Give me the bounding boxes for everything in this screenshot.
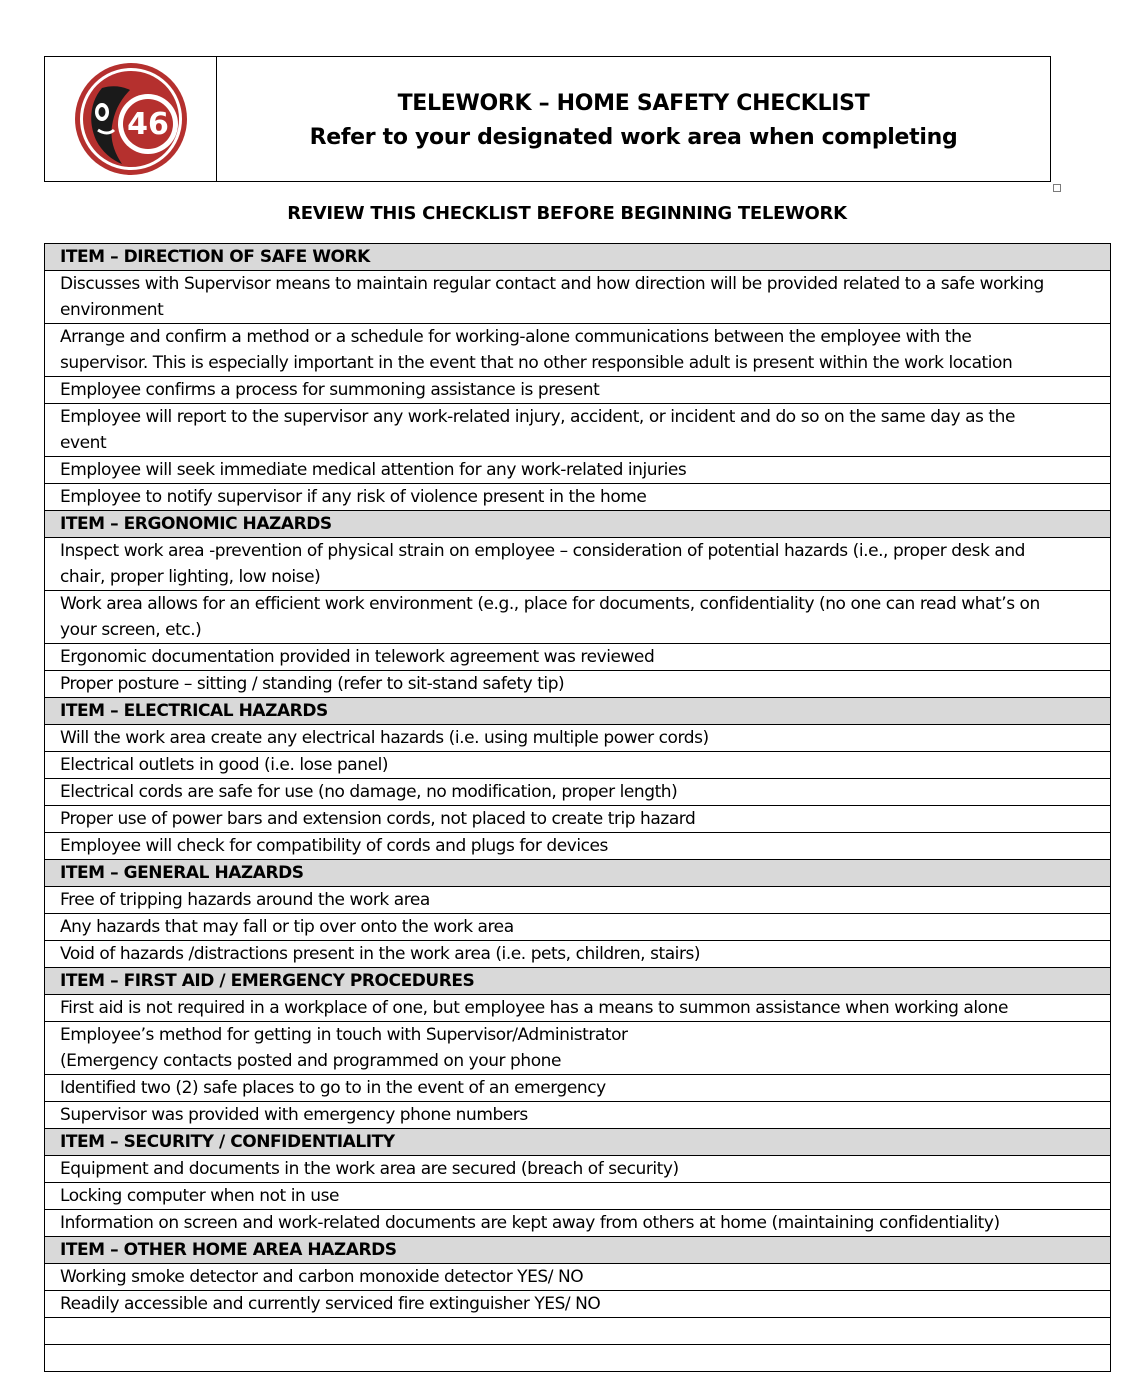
checklist-item-row bbox=[45, 941, 1111, 968]
table-resize-handle[interactable] bbox=[1053, 184, 1061, 192]
checklist-item[interactable] bbox=[45, 1075, 1111, 1102]
logo-cell bbox=[45, 57, 217, 181]
checklist-item-row bbox=[45, 538, 1111, 591]
checklist-item-text: Employee will report to the supervisor any work-related injury, accident, or incident and do so on the same day as the bbox=[60, 407, 1015, 427]
section-header-row bbox=[45, 1237, 1111, 1264]
checklist-item-text: Electrical outlets in good (i.e. lose panel) bbox=[60, 755, 389, 775]
section-header-row bbox=[45, 244, 1111, 271]
checklist-item-row bbox=[45, 271, 1111, 324]
checklist-item[interactable] bbox=[45, 941, 1111, 968]
checklist-item-text: Proper posture – sitting / standing (refer to sit-stand safety tip) bbox=[60, 674, 565, 694]
checklist-item[interactable] bbox=[45, 1183, 1111, 1210]
checklist-item-row bbox=[45, 1183, 1111, 1210]
checklist-item-text: Will the work area create any electrical hazards (i.e. using multiple power cords) bbox=[60, 728, 709, 748]
organization-logo bbox=[72, 60, 190, 178]
section-header-row bbox=[45, 698, 1111, 725]
checklist-item-row bbox=[45, 725, 1111, 752]
section-title: ITEM – ERGONOMIC HAZARDS bbox=[45, 511, 1111, 538]
checklist-item-text: your screen, etc.) bbox=[60, 620, 202, 640]
checklist-item[interactable] bbox=[45, 833, 1111, 860]
blank-row bbox=[45, 1345, 1111, 1372]
section-header-row bbox=[45, 860, 1111, 887]
checklist-item[interactable] bbox=[45, 377, 1111, 404]
checklist-item-text: Ergonomic documentation provided in telework agreement was reviewed bbox=[60, 647, 655, 667]
safety-checklist-table bbox=[44, 243, 1111, 1372]
section-header-row bbox=[45, 968, 1111, 995]
checklist-item[interactable] bbox=[45, 591, 1111, 644]
checklist-item-row bbox=[45, 377, 1111, 404]
checklist-item-text: Information on screen and work-related documents are kept away from others at home (maintaining confidentiality) bbox=[60, 1213, 1000, 1233]
checklist-item-text: Inspect work area -prevention of physical strain on employee – consideration of potential hazards (i.e., proper desk and bbox=[60, 541, 1025, 561]
checklist-item-text: Discusses with Supervisor means to maintain regular contact and how direction will be provided related to a safe working bbox=[60, 274, 1044, 294]
checklist-item[interactable] bbox=[45, 1102, 1111, 1129]
checklist-item[interactable] bbox=[45, 538, 1111, 591]
section-header-row bbox=[45, 511, 1111, 538]
document-subtitle: Refer to your designated work area when completing bbox=[309, 125, 958, 150]
checklist-item[interactable] bbox=[45, 484, 1111, 511]
checklist-item[interactable] bbox=[45, 752, 1111, 779]
checklist-item[interactable] bbox=[45, 1291, 1111, 1318]
checklist-item-text: Electrical cords are safe for use (no damage, no modification, proper length) bbox=[60, 782, 678, 802]
blank-row bbox=[45, 1318, 1111, 1345]
checklist-item-text: event bbox=[60, 433, 107, 453]
checklist-item[interactable] bbox=[45, 644, 1111, 671]
checklist-item-row bbox=[45, 995, 1111, 1022]
checklist-item-text: Employee will seek immediate medical attention for any work-related injuries bbox=[60, 460, 687, 480]
checklist-item-row bbox=[45, 457, 1111, 484]
checklist-item[interactable] bbox=[45, 887, 1111, 914]
checklist-item[interactable] bbox=[45, 914, 1111, 941]
checklist-item-row bbox=[45, 1156, 1111, 1183]
checklist-item-text: supervisor. This is especially important in the event that no other responsible adult is present within the work location bbox=[60, 353, 1013, 373]
checklist-item[interactable] bbox=[45, 1156, 1111, 1183]
checklist-item-row bbox=[45, 1022, 1111, 1075]
checklist-item[interactable] bbox=[45, 806, 1111, 833]
checklist-item-text: environment bbox=[60, 300, 164, 320]
checklist-item-text: Employee confirms a process for summoning assistance is present bbox=[60, 380, 600, 400]
section-title: ITEM – FIRST AID / EMERGENCY PROCEDURES bbox=[45, 968, 1111, 995]
checklist-item-row bbox=[45, 752, 1111, 779]
checklist-item-row bbox=[45, 779, 1111, 806]
section-title: ITEM – ELECTRICAL HAZARDS bbox=[45, 698, 1111, 725]
checklist-item[interactable] bbox=[45, 1210, 1111, 1237]
checklist-item-text: Working smoke detector and carbon monoxide detector YES/ NO bbox=[60, 1267, 584, 1287]
section-title: ITEM – SECURITY / CONFIDENTIALITY bbox=[45, 1129, 1111, 1156]
section-title: ITEM – GENERAL HAZARDS bbox=[45, 860, 1111, 887]
blank-cell[interactable] bbox=[45, 1318, 1111, 1345]
checklist-item-row bbox=[45, 1210, 1111, 1237]
checklist-item[interactable] bbox=[45, 995, 1111, 1022]
checklist-item-row bbox=[45, 1075, 1111, 1102]
document-title: TELEWORK – HOME SAFETY CHECKLIST bbox=[397, 91, 870, 116]
checklist-item-text: Supervisor was provided with emergency phone numbers bbox=[60, 1105, 528, 1125]
checklist-item-text: Equipment and documents in the work area are secured (breach of security) bbox=[60, 1159, 679, 1179]
checklist-item-row bbox=[45, 887, 1111, 914]
blank-cell[interactable] bbox=[45, 1345, 1111, 1372]
checklist-item[interactable] bbox=[45, 1264, 1111, 1291]
checklist-item-text: Locking computer when not in use bbox=[60, 1186, 339, 1206]
checklist-item-row bbox=[45, 806, 1111, 833]
checklist-item-text: Employee’s method for getting in touch with Supervisor/Administrator bbox=[60, 1025, 628, 1045]
checklist-item-text: First aid is not required in a workplace of one, but employee has a means to summon assistance when working alone bbox=[60, 998, 1008, 1018]
checklist-item-row bbox=[45, 404, 1111, 457]
document-header bbox=[44, 56, 1051, 182]
checklist-item-text: Any hazards that may fall or tip over onto the work area bbox=[60, 917, 514, 937]
review-heading: REVIEW THIS CHECKLIST BEFORE BEGINNING TELEWORK bbox=[287, 203, 847, 224]
checklist-item-text: chair, proper lighting, low noise) bbox=[60, 567, 321, 587]
section-title: ITEM – DIRECTION OF SAFE WORK bbox=[45, 244, 1111, 271]
checklist-item-text: Arrange and confirm a method or a schedule for working-alone communications between the employee with the bbox=[60, 327, 972, 347]
checklist-item[interactable] bbox=[45, 404, 1111, 457]
checklist-item[interactable] bbox=[45, 779, 1111, 806]
checklist-item[interactable] bbox=[45, 725, 1111, 752]
checklist-item-row bbox=[45, 484, 1111, 511]
checklist-item-text: Employee will check for compatibility of cords and plugs for devices bbox=[60, 836, 608, 856]
checklist-item[interactable] bbox=[45, 271, 1111, 324]
checklist-item-text: (Emergency contacts posted and programmed on your phone bbox=[60, 1051, 561, 1071]
title-cell bbox=[217, 57, 1050, 181]
checklist-item-row bbox=[45, 324, 1111, 377]
checklist-item[interactable] bbox=[45, 457, 1111, 484]
checklist-item-row bbox=[45, 1291, 1111, 1318]
checklist-item-text: Readily accessible and currently serviced fire extinguisher YES/ NO bbox=[60, 1294, 601, 1314]
checklist-item-text: Identified two (2) safe places to go to in the event of an emergency bbox=[60, 1078, 606, 1098]
checklist-item-row bbox=[45, 914, 1111, 941]
checklist-item-text: Work area allows for an efficient work environment (e.g., place for documents, confidentiality (no one can read what’s on bbox=[60, 594, 1040, 614]
section-title: ITEM – OTHER HOME AREA HAZARDS bbox=[45, 1237, 1111, 1264]
checklist-item-row bbox=[45, 644, 1111, 671]
checklist-item-text: Employee to notify supervisor if any risk of violence present in the home bbox=[60, 487, 647, 507]
checklist-item-row bbox=[45, 591, 1111, 644]
checklist-item-row bbox=[45, 1102, 1111, 1129]
checklist-item-text: Void of hazards /distractions present in the work area (i.e. pets, children, stairs) bbox=[60, 944, 701, 964]
checklist-item-row bbox=[45, 1264, 1111, 1291]
logo-text: 46 bbox=[126, 107, 169, 142]
checklist-item-text: Proper use of power bars and extension cords, not placed to create trip hazard bbox=[60, 809, 696, 829]
checklist-item[interactable] bbox=[45, 324, 1111, 377]
checklist-item-row bbox=[45, 833, 1111, 860]
checklist-item[interactable] bbox=[45, 1022, 1111, 1075]
checklist-item[interactable] bbox=[45, 671, 1111, 698]
section-header-row bbox=[45, 1129, 1111, 1156]
checklist-item-text: Free of tripping hazards around the work area bbox=[60, 890, 430, 910]
checklist-item-row bbox=[45, 671, 1111, 698]
